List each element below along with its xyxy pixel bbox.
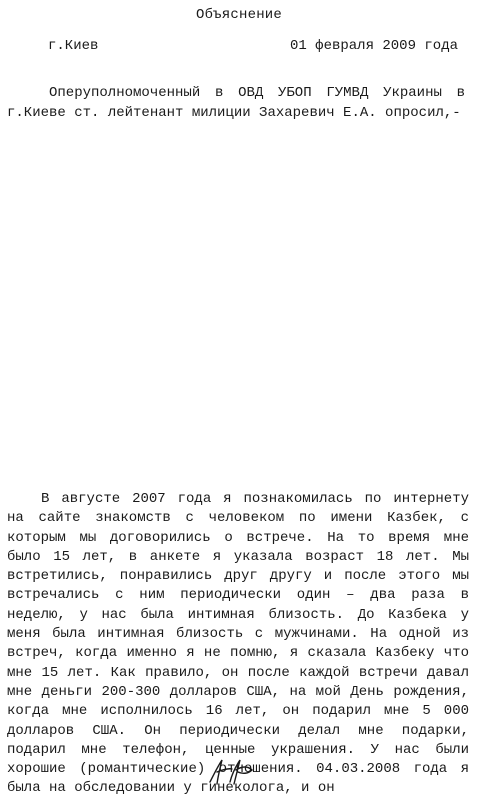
document-city: г.Киев <box>48 38 99 54</box>
handwritten-signature-icon <box>200 752 260 792</box>
intro-paragraph-block <box>7 83 465 123</box>
document-header <box>48 38 458 56</box>
intro-paragraph: Оперуполномоченный в ОВД УБОП ГУМВД Украины в г.Киеве ст. лейтенант милиции Захаревич Е.А. опросил,- <box>7 85 465 121</box>
document-date: 01 февраля 2009 года <box>289 38 458 54</box>
statement-paragraph: В августе 2007 года я познакомилась по интернету на сайте знакомств с человеком по имени Казбек, с которым мы договорились о встрече. На то время мне было 15 лет, в анкете я указала возраст 18 лет. Мы встретились, понравились друг другу и после этого мы встречались с ним периодически один – два раза в неделю, у нас была интимная близость. До Казбека у меня была интимная близость с мужчинами. На одной из встреч, когда именно я не помню, я сказала Казбеку что мне 15 лет. Как правило, он после каждой встречи давал мне деньги 200-300 долларов США, на мой День рождения, когда мне исполнилось 16 лет, он подарил мне 5 000 долларов США. Он периодически делал мне подарки, подарил мне телефон, ценные украшения. У нас были хорошие (романтические) отношения. 04.03.2008 года я была на обследовании у гинеколога, и он <box>7 491 469 797</box>
document-title: Объяснение <box>195 7 282 23</box>
